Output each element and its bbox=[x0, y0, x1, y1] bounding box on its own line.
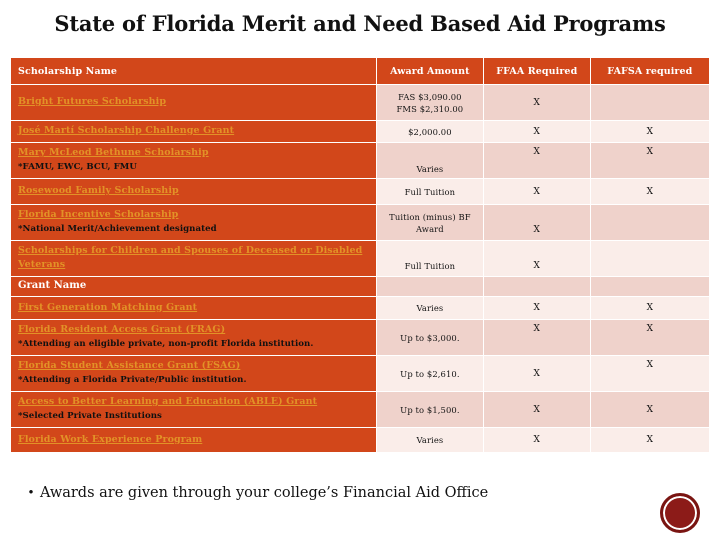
fafsa-required-cell bbox=[590, 241, 709, 277]
grant-name-cell bbox=[11, 428, 377, 453]
table-row bbox=[11, 205, 710, 241]
table-row bbox=[11, 85, 710, 121]
x-glyph: X bbox=[646, 360, 654, 370]
award-amount-cell: Full Tuition bbox=[376, 179, 483, 205]
decorative-circle-icon bbox=[660, 493, 700, 533]
award-amount-cell: Up to $3,000. bbox=[376, 320, 483, 356]
bottom-note bbox=[22, 484, 622, 503]
table-row bbox=[11, 428, 710, 453]
fafsa-required-cell bbox=[590, 356, 709, 392]
grant-link[interactable]: First Generation Matching Grant bbox=[18, 301, 198, 313]
fafsa-required-cell: X bbox=[590, 428, 709, 453]
column-header-award-amount: Award Amount bbox=[376, 58, 483, 85]
ffaa-required-cell: X bbox=[483, 121, 590, 143]
grant-link[interactable]: Florida Work Experience Program bbox=[18, 433, 203, 445]
ffaa-required-cell bbox=[483, 241, 590, 277]
x-glyph: X bbox=[646, 147, 654, 157]
grant-link[interactable]: Florida Resident Access Grant (FRAG) bbox=[18, 324, 226, 335]
table-row bbox=[11, 121, 710, 143]
fafsa-required-cell bbox=[590, 205, 709, 241]
x-glyph: X bbox=[533, 225, 541, 235]
ffaa-required-cell: X bbox=[483, 85, 590, 121]
page-title: State of Florida Merit and Need Based Aid Programs bbox=[54, 11, 666, 36]
bottom-note-text: Awards are given through your college’s Financial Aid Office bbox=[40, 485, 489, 501]
grant-note: *Attending a Florida Private/Public institution. bbox=[18, 375, 247, 385]
scholarship-name-cell bbox=[11, 85, 377, 121]
fafsa-required-cell: X bbox=[590, 392, 709, 428]
fafsa-required-cell: X bbox=[590, 179, 709, 205]
grant-link[interactable]: Access to Better Learning and Education (ABLE) Grant bbox=[18, 396, 318, 407]
table-row bbox=[11, 143, 710, 179]
fafsa-required-cell: X bbox=[590, 297, 709, 320]
grant-header-fafsa-spacer bbox=[590, 277, 709, 297]
scholarship-link[interactable]: Rosewood Family Scholarship bbox=[18, 185, 179, 196]
column-header-scholarship-name: Scholarship Name bbox=[11, 58, 377, 85]
award-amount-cell bbox=[376, 205, 483, 241]
grant-name-cell bbox=[11, 297, 377, 320]
award-amount-line1: Tuition (minus) BF bbox=[389, 211, 471, 222]
award-amount-cell: Up to $2,610. bbox=[376, 356, 483, 392]
award-amount-cell bbox=[376, 85, 483, 121]
fafsa-required-cell bbox=[590, 320, 709, 356]
aid-programs-table bbox=[10, 57, 710, 453]
scholarship-link[interactable]: José Martí Scholarship Challenge Grant bbox=[18, 125, 235, 136]
grant-name-cell bbox=[11, 320, 377, 356]
table-row bbox=[11, 179, 710, 205]
scholarship-link[interactable]: Scholarships for Children and Spouses of Deceased or Disabled Veterans bbox=[18, 245, 363, 270]
grant-name-cell bbox=[11, 392, 377, 428]
ffaa-required-cell bbox=[483, 205, 590, 241]
ffaa-required-cell bbox=[483, 143, 590, 179]
table-row bbox=[11, 241, 710, 277]
table-row bbox=[11, 320, 710, 356]
scholarship-link[interactable]: Bright Futures Scholarship bbox=[18, 96, 167, 107]
scholarship-name-cell bbox=[11, 121, 377, 143]
scholarship-name-cell bbox=[11, 143, 377, 179]
award-amount-line2: FMS $2,310.00 bbox=[396, 103, 464, 114]
column-header-ffaa-required: FFAA Required bbox=[483, 58, 590, 85]
x-glyph: X bbox=[533, 261, 541, 271]
column-header-fafsa-required: FAFSA required bbox=[590, 58, 709, 85]
table-row bbox=[11, 356, 710, 392]
scholarship-link[interactable]: Florida Incentive Scholarship bbox=[18, 209, 179, 220]
scholarship-link[interactable]: Mary McLeod Bethune Scholarship bbox=[18, 147, 209, 158]
ffaa-required-cell: X bbox=[483, 179, 590, 205]
x-glyph: X bbox=[533, 147, 541, 157]
award-amount-cell: Varies bbox=[376, 428, 483, 453]
grant-note: *Attending an eligible private, non-profit Florida institution. bbox=[18, 339, 314, 349]
grant-section-name-cell bbox=[11, 277, 377, 297]
ffaa-required-cell: X bbox=[483, 356, 590, 392]
grant-link[interactable]: Florida Student Assistance Grant (FSAG) bbox=[18, 360, 241, 371]
bullet-icon: • bbox=[28, 485, 34, 501]
grant-section-title: Grant Name bbox=[18, 280, 87, 291]
grant-note: *Selected Private Institutions bbox=[18, 411, 162, 421]
scholarship-name-cell bbox=[11, 241, 377, 277]
scholarship-note: *National Merit/Achievement designated bbox=[18, 224, 217, 234]
grant-header-ffaa-spacer bbox=[483, 277, 590, 297]
table-row bbox=[11, 392, 710, 428]
x-glyph: X bbox=[533, 324, 541, 334]
ffaa-required-cell: X bbox=[483, 428, 590, 453]
award-amount-cell bbox=[376, 241, 483, 277]
award-amount-cell bbox=[376, 143, 483, 179]
fafsa-required-cell bbox=[590, 143, 709, 179]
award-amount-line1: FAS $3,090.00 bbox=[398, 91, 462, 102]
table-row bbox=[11, 297, 710, 320]
award-amount-cell: $2,000.00 bbox=[376, 121, 483, 143]
ffaa-required-cell: X bbox=[483, 297, 590, 320]
fafsa-required-cell: X bbox=[590, 121, 709, 143]
ffaa-required-cell: X bbox=[483, 392, 590, 428]
award-amount-cell: Up to $1,500. bbox=[376, 392, 483, 428]
ffaa-required-cell bbox=[483, 320, 590, 356]
fafsa-required-cell bbox=[590, 85, 709, 121]
scholarship-name-cell bbox=[11, 205, 377, 241]
award-amount-line1: Full Tuition bbox=[404, 261, 456, 271]
award-amount-cell: Varies bbox=[376, 297, 483, 320]
grant-name-cell bbox=[11, 356, 377, 392]
award-amount-line1: Varies bbox=[416, 164, 444, 174]
table-header-row bbox=[11, 58, 710, 85]
grant-header-amount-spacer bbox=[376, 277, 483, 297]
award-amount-line2: Award bbox=[416, 223, 444, 234]
scholarship-note: *FAMU, EWC, BCU, FMU bbox=[18, 162, 137, 172]
scholarship-name-cell bbox=[11, 179, 377, 205]
x-glyph: X bbox=[646, 324, 654, 334]
grant-section-header-row bbox=[11, 277, 710, 297]
